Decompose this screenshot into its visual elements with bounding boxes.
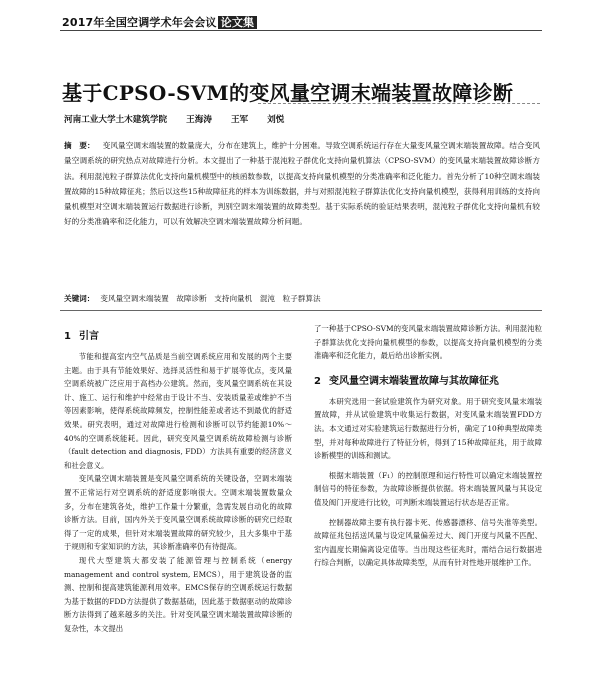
keywords-block bbox=[64, 292, 540, 305]
section-2-paragraph-2: 根据末端装置（F₁）的控制原理和运行特性可以确定末端装置控制信号的特征参数，为故障诊断提供依据。将末端装置风量与其设定值及阀门开度进行比较，可判断末端装置运行状态是否正常。 bbox=[314, 470, 542, 507]
intro-paragraph-1: 节能和提高室内空气品质是当前空调系统应用和发展的两个主要主题。由于具有节能效果好、选择灵活性和易于扩展等优点，变风量空调系统被广泛应用于高档办公建筑。然而，变风量空调系统在其设计、施工、运行和维护中经常由于设计不当、安装质量差或维护不当等因素影响，使得系统故障频发，控制性能差或者达不到最优的舒适效果。研究表明，通过对故障进行检测和诊断可以节约能源10%～40%的空调系统能耗。因此，研究变风量空调系统故障检测与诊断（fault detection and diagnosis, FDD）方法具有重要的经济意义和社会意义。 bbox=[64, 352, 292, 470]
paper-title: 基于CPSO-SVM的变风量空调末端装置故障诊断 bbox=[62, 81, 514, 105]
intro-continuation: 了一种基于CPSO-SVM的变风量末端装置故障诊断方法。利用混沌粒子群算法优化支持向量机模型的参数，以提高支持向量机模型的分类准确率和泛化能力，最后给出诊断实例。 bbox=[314, 324, 542, 361]
keywords-label: 关键词： bbox=[64, 294, 95, 303]
section-2-paragraph-1: 本研究选用一套试验建筑作为研究对象。用于研究变风量末端装置故障，并从试验建筑中收集运行数据，对变风量末端装置FDD方法。本文通过对实验建筑运行数据进行分析，确定了10种典型故障类型，并对每种故障进行了特征分析，得到了15种故障征兆，用于故障诊断模型的训练和测试。 bbox=[314, 396, 542, 461]
abstract-block bbox=[64, 138, 540, 230]
author-3: 刘悦 bbox=[267, 115, 285, 125]
affiliation-line bbox=[64, 113, 542, 125]
author-2: 王军 bbox=[230, 115, 249, 125]
section-1-title: 引言 bbox=[78, 331, 99, 342]
abstract-text: 变风量空调末端装置的数量庞大，分布在建筑上，维护十分困难。导致空调系统运行存在大量变风量空调末端装置故障。结合变风量空调系统的研究热点对故障进行分析。本文提出了一种基于混沌粒子群优化支持向量机算法（CPSO-SVM）的变风量末端装置故障诊断方法。利用混沌粒子群算法优化支持向量机模型中的核函数参数，以提高支持向量机模型的分类准确率和泛化能力。首先分析了10种空调末端装置故障的15种故障征兆；然后以这些15种故障征兆的样本为训练数据，并与对照混沌粒子群算法优化支持向量机模型，获得利用训练的支持向量机模型对空调末端装置运行数据进行诊断，判别空调末端装置的故障类型。基于实际系统的验证结果表明，混沌粒子群优化支持向量机有较好的分类准确率和泛化能力，可以有效解决空调末端装置故障分析问题。 bbox=[64, 141, 541, 227]
institution: 河南工业大学土木建筑学院 bbox=[64, 115, 168, 125]
running-header bbox=[62, 14, 257, 30]
section-2-paragraph-3: 控制器故障主要有执行器卡死、传感器漂移、信号失准等类型。故障征兆包括送风量与设定风量偏差过大、阀门开度与风量不匹配、室内温度长期偏离设定值等。当出现这些征兆时，需结合运行数据进行综合判断，以确定具体故障类型，从而有针对性地开展维护工作。 bbox=[314, 517, 542, 568]
running-header-tag: 论文集 bbox=[218, 16, 258, 29]
keywords-text: 变风量空调末端装置 故障诊断 支持向量机 混沌 粒子群算法 bbox=[100, 294, 321, 303]
section-1-heading bbox=[64, 330, 292, 344]
author-1: 王海涛 bbox=[186, 115, 212, 125]
running-header-text: 2017年全国空调学术年会会议 bbox=[62, 16, 217, 29]
abstract-label: 摘 要： bbox=[64, 141, 95, 150]
section-2-number: 2 bbox=[314, 375, 321, 387]
section-2-title: 变风量空调末端装置故障与其故障征兆 bbox=[328, 375, 499, 387]
title-rule bbox=[258, 103, 540, 104]
header-rule bbox=[60, 30, 542, 31]
intro-paragraph-3: 现代大型建筑大都安装了能源管理与控制系统（energy management and control system, EMCS），用于建筑设备的监测、控制和提高建筑能源利用效率。EMCS保存的空调系统运行数据为基于数据的FDD方法提供了数据基础，因此基于数据驱动的故障诊断方法得到了越来越多的关注。针对变风量空调末端装置故障诊断的复杂性，本文提出 bbox=[64, 555, 292, 633]
section-1-number: 1 bbox=[64, 331, 71, 342]
section-2-heading bbox=[314, 375, 542, 389]
left-column bbox=[64, 322, 292, 635]
section-rule bbox=[60, 310, 542, 311]
right-column bbox=[314, 322, 542, 570]
intro-paragraph-2: 变风量空调末端装置是变风量空调系统的关键设备，空调末端装置不正常运行对空调系统的舒适度影响很大。空调末端装置数量众多，分布在建筑各处，维护工作量十分繁重，急需发展自动化的故障诊断方法。目前，国内外关于变风量空调系统故障诊断的研究已经取得了一定的成果，但针对末端装置故障的研究较少，且大多集中于基于规则和专家知识的方法，其诊断准确率仍有待提高。 bbox=[64, 474, 292, 552]
